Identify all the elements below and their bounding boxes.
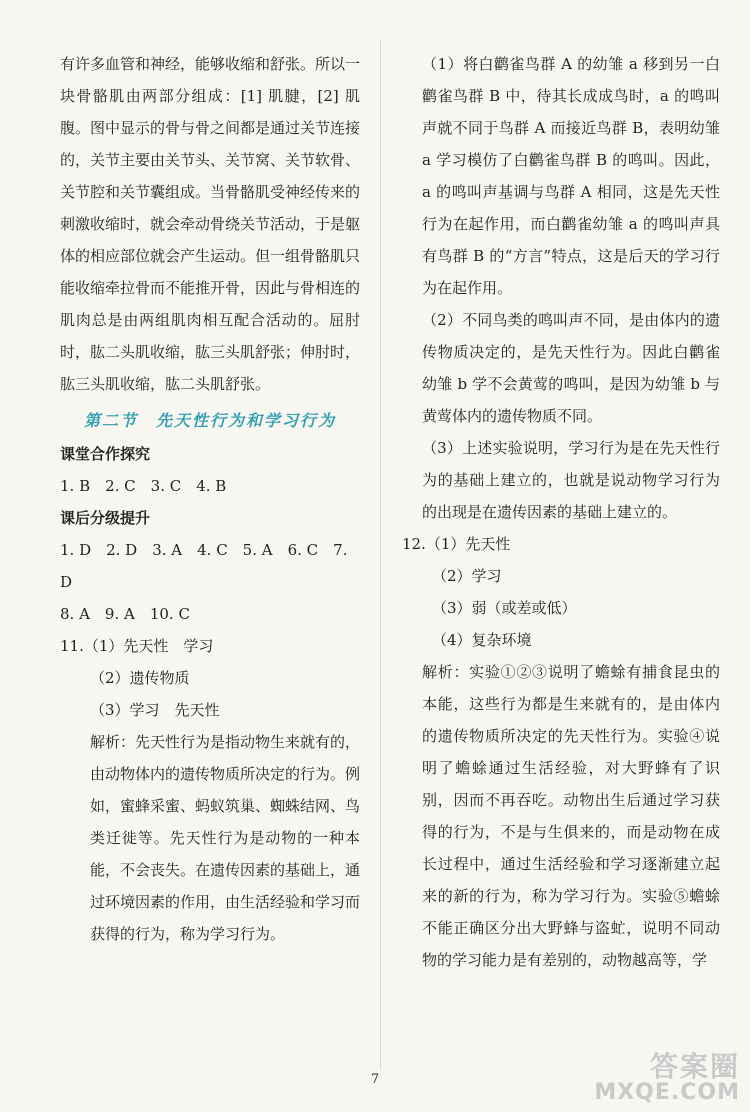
right-column: [402, 48, 720, 976]
left-column: [60, 48, 360, 950]
q11-analysis: 解析：先天性行为是指动物生来就有的，由动物体内的遗传物质所决定的行为。例如，蜜蜂采蜜、蚂蚁筑巢、蜘蛛结网、鸟类迁徙等。先天性行为是动物的一种本能，不会丧失。在遗传因素的基础上，通过环境因素的作用，由生活经验和学习而获得的行为，称为学习行为。: [90, 733, 361, 943]
section-title: 第二节 先天性行为和学习行为: [83, 411, 336, 430]
answers-class: 1. B 2. C 3. C 4. B: [60, 477, 227, 495]
page-number: 7: [370, 1072, 380, 1087]
heading-after-class: 课后分级提升: [60, 509, 151, 527]
q10-part3: （3）上述实验说明，学习行为是在先天性行为的基础上建立的，也就是说动物学习行为的出现是在遗传因素的基础上建立的。: [422, 439, 720, 521]
q11-part1: 11.（1）先天性 学习: [60, 637, 214, 655]
intro-paragraph: 有许多血管和神经，能够收缩和舒张。所以一块骨骼肌由两部分组成：[1] 肌腱，[2] 肌腹。图中显示的骨与骨之间都是通过关节连接的，关节主要由关节头、关节窝、关节软骨、关节腔和关节囊组成。当骨骼肌受神经传来的刺激收缩时，就会牵动骨绕关节活动，于是躯体的相应部位就会产生运动。但一组骨骼肌只能收缩牵拉骨而不能推开骨，因此与骨相连的肌肉总是由两组肌肉相互配合活动的。屈肘时，肱二头肌收缩，肱三头肌舒张；伸肘时，肱三头肌收缩，肱二头肌舒张。: [60, 55, 361, 393]
watermark-cn: 答案圈: [649, 1050, 740, 1083]
q12-part3: （3）弱（或差或低）: [432, 599, 577, 617]
q11-part3: （3）学习 先天性: [90, 701, 220, 719]
watermark-en: MXQE.COM: [594, 1080, 740, 1105]
q12-part2: （2）学习: [432, 567, 502, 585]
q10-part2: （2）不同鸟类的鸣叫声不同，是由体内的遗传物质决定的，是先天性行为。因此白鹳雀幼雏 b 学不会黄莺的鸣叫，是因为幼雏 b 与黄莺体内的遗传物质不同。: [422, 311, 720, 425]
column-divider: [380, 40, 381, 1070]
q12-analysis: 解析：实验①②③说明了蟾蜍有捕食昆虫的本能，这些行为都是生来就有的，是由体内的遗传物质所决定的先天性行为。实验④说明了蟾蜍通过生活经验，对大野蜂有了识别，因而不再吞吃。动物出生后通过学习获得的行为，不是与生俱来的，而是动物在成长过程中，通过生活经验和学习逐渐建立起来的新的行为，称为学习行为。实验⑤蟾蜍不能正确区分出大野蜂与盗虻，说明不同动物的学习能力是有差别的，动物越高等，学: [422, 663, 720, 969]
answers-after-class-2: 8. A 9. A 10. C: [60, 605, 190, 623]
q11-part2: （2）遗传物质: [90, 669, 190, 687]
watermark-logo: [594, 1052, 740, 1104]
answers-after-class-1: 1. D 2. D 3. A 4. C 5. A 6. C 7. D: [60, 541, 348, 591]
q12-part4: （4）复杂环境: [432, 631, 532, 649]
q12-part1: 12.（1）先天性: [402, 535, 511, 553]
q10-part1: （1）将白鹳雀鸟群 A 的幼雏 a 移到另一白鹳雀鸟群 B 中，待其长成成鸟时，a 的鸣叫声就不同于鸟群 A 而接近鸟群 B，表明幼雏 a 学习模仿了白鹳雀鸟群 B 的鸣叫。因此，a 的鸣叫声基调与鸟群 A 相同，这是先天性行为在起作用，而白鹳雀幼雏 a 的鸣叫声具有鸟群 B 的“方言”特点，这是后天的学习行为在起作用。: [422, 55, 720, 297]
heading-class-inquiry: 课堂合作探究: [60, 445, 151, 463]
